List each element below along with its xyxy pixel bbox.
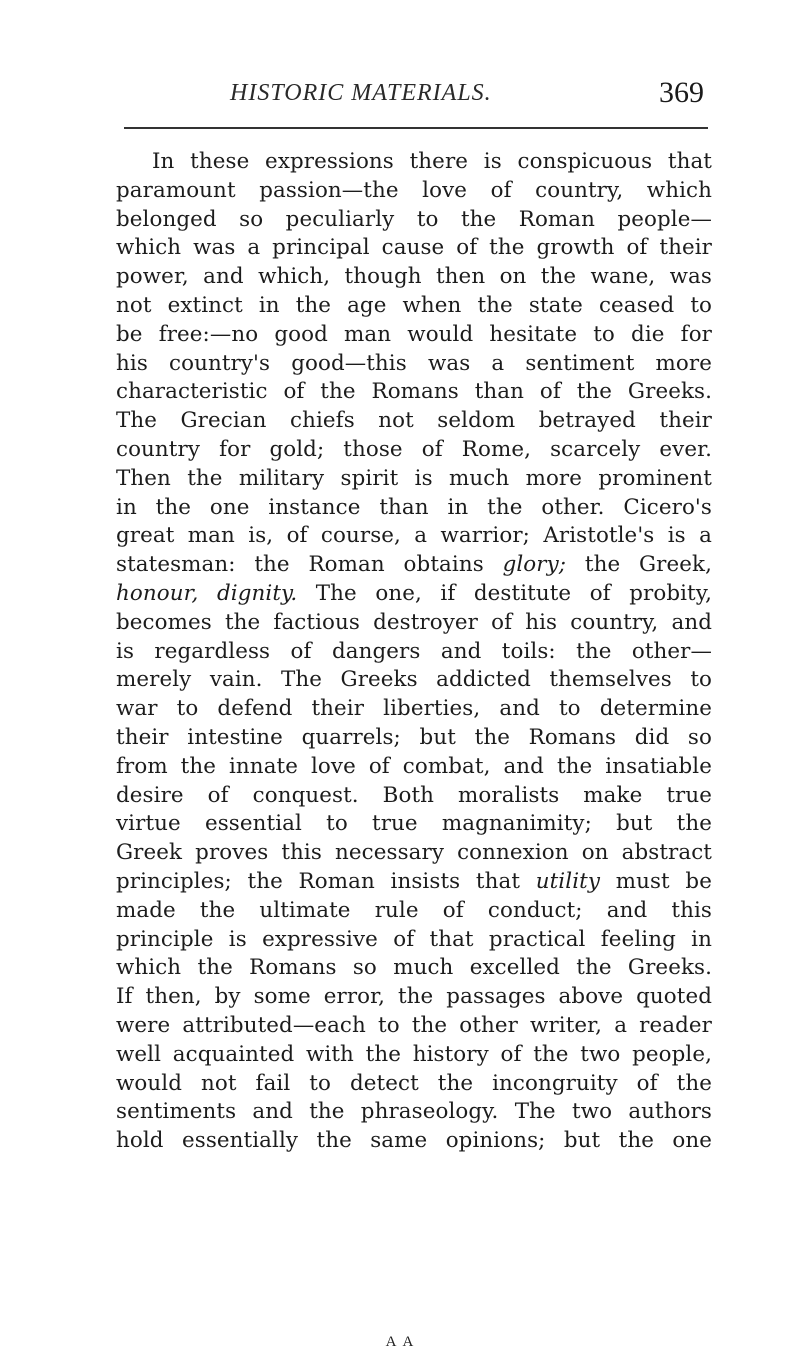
text-segment: hold essentially the same opinions; but the one [116, 1128, 712, 1154]
text-segment: If then, by some error, the passages above quoted [116, 984, 712, 1010]
text-segment: belonged so peculiarly to the Roman people— [116, 206, 712, 232]
text-segment: The Grecian chiefs not seldom betrayed their [116, 408, 712, 434]
text-segment: characteristic of the Romans than of the Greeks. [116, 379, 712, 405]
text-line [116, 1127, 712, 1156]
text-line [116, 378, 712, 407]
text-line [116, 234, 712, 263]
text-line [116, 724, 712, 753]
text-segment: from the innate love of combat, and the insatiable [116, 753, 712, 779]
text-line [116, 206, 712, 235]
text-line [116, 580, 712, 609]
text-segment: their intestine quarrels; but the Romans did so [116, 724, 712, 750]
text-segment: The one, if destitute of probity, [297, 580, 712, 606]
text-line [116, 1098, 712, 1127]
text-line [116, 465, 712, 494]
text-line [116, 177, 712, 206]
text-segment: sentiments and the phraseology. The two authors [116, 1099, 712, 1125]
text-line [116, 782, 712, 811]
text-segment: Greek proves this necessary connexion on abstract [116, 840, 712, 866]
text-segment: would not fail to detect the incongruity of the [116, 1070, 712, 1096]
text-segment: In these expressions there is conspicuous that [152, 149, 712, 174]
text-line [116, 868, 712, 897]
text-segment: made the ultimate rule of conduct; and this [116, 897, 712, 923]
italic-text: honour, dignity. [116, 580, 298, 606]
text-line [116, 926, 712, 955]
text-line [116, 839, 712, 868]
text-segment: statesman: the Roman obtains [116, 552, 503, 578]
text-segment: his country's good—this was a sentiment more [116, 350, 712, 376]
running-title: HISTORIC MATERIALS. [230, 80, 492, 106]
text-segment: principle is expressive of that practical feeling in [116, 926, 712, 952]
text-segment: Then the military spirit is much more prominent [116, 465, 712, 491]
text-segment: in the one instance than in the other. Cicero's [116, 494, 712, 520]
text-segment: paramount passion—the love of country, which [116, 177, 712, 203]
text-segment: great man is, of course, a warrior; Aristotle's is a [116, 523, 712, 549]
text-segment: must be [600, 868, 712, 894]
text-line [116, 638, 712, 667]
text-line [116, 350, 712, 379]
text-segment: country for gold; those of Rome, scarcely ever. [116, 436, 712, 462]
text-line [116, 695, 712, 724]
text-line [116, 263, 712, 292]
text-line [116, 666, 712, 695]
text-line [116, 609, 712, 638]
page-header [120, 76, 710, 114]
text-segment: not extinct in the age when the state ceased to [116, 292, 712, 318]
header-rule [124, 127, 708, 129]
text-line [116, 1041, 712, 1070]
text-segment: war to defend their liberties, and to determine [116, 696, 712, 722]
text-line [116, 148, 712, 177]
signature-mark: A A [385, 1334, 416, 1350]
text-line [116, 897, 712, 926]
text-line [116, 321, 712, 350]
text-segment: becomes the factious destroyer of his country, and [116, 609, 712, 635]
text-line [116, 551, 712, 580]
page-number: 369 [659, 76, 704, 109]
text-line [116, 983, 712, 1012]
text-segment: desire of conquest. Both moralists make true [116, 782, 712, 808]
text-line [116, 292, 712, 321]
text-segment: were attributed—each to the other writer, a reader [116, 1012, 712, 1038]
text-segment: merely vain. The Greeks addicted themselves to [116, 667, 712, 693]
text-line [116, 753, 712, 782]
text-line [116, 522, 712, 551]
text-segment: virtue essential to true magnanimity; but the [116, 811, 712, 837]
text-segment: the Greek, [566, 552, 712, 578]
text-line [116, 436, 712, 465]
text-line [116, 1012, 712, 1041]
text-segment: well acquainted with the history of the two people, [116, 1041, 712, 1067]
text-segment: which the Romans so much excelled the Greeks. [116, 955, 712, 981]
text-segment: is regardless of dangers and toils: the other— [116, 638, 712, 664]
text-segment: power, and which, though then on the wane, was [116, 264, 712, 290]
text-segment: principles; the Roman insists that [116, 868, 536, 894]
text-line [116, 494, 712, 523]
italic-text: utility [535, 868, 601, 894]
text-line [116, 810, 712, 839]
text-line [116, 954, 712, 983]
body-text [116, 148, 712, 1156]
italic-text: glory; [502, 552, 567, 578]
text-segment: which was a principal cause of the growth of their [116, 235, 712, 261]
text-segment: be free:—no good man would hesitate to die for [116, 321, 712, 347]
text-line [116, 1070, 712, 1099]
text-line [116, 407, 712, 436]
